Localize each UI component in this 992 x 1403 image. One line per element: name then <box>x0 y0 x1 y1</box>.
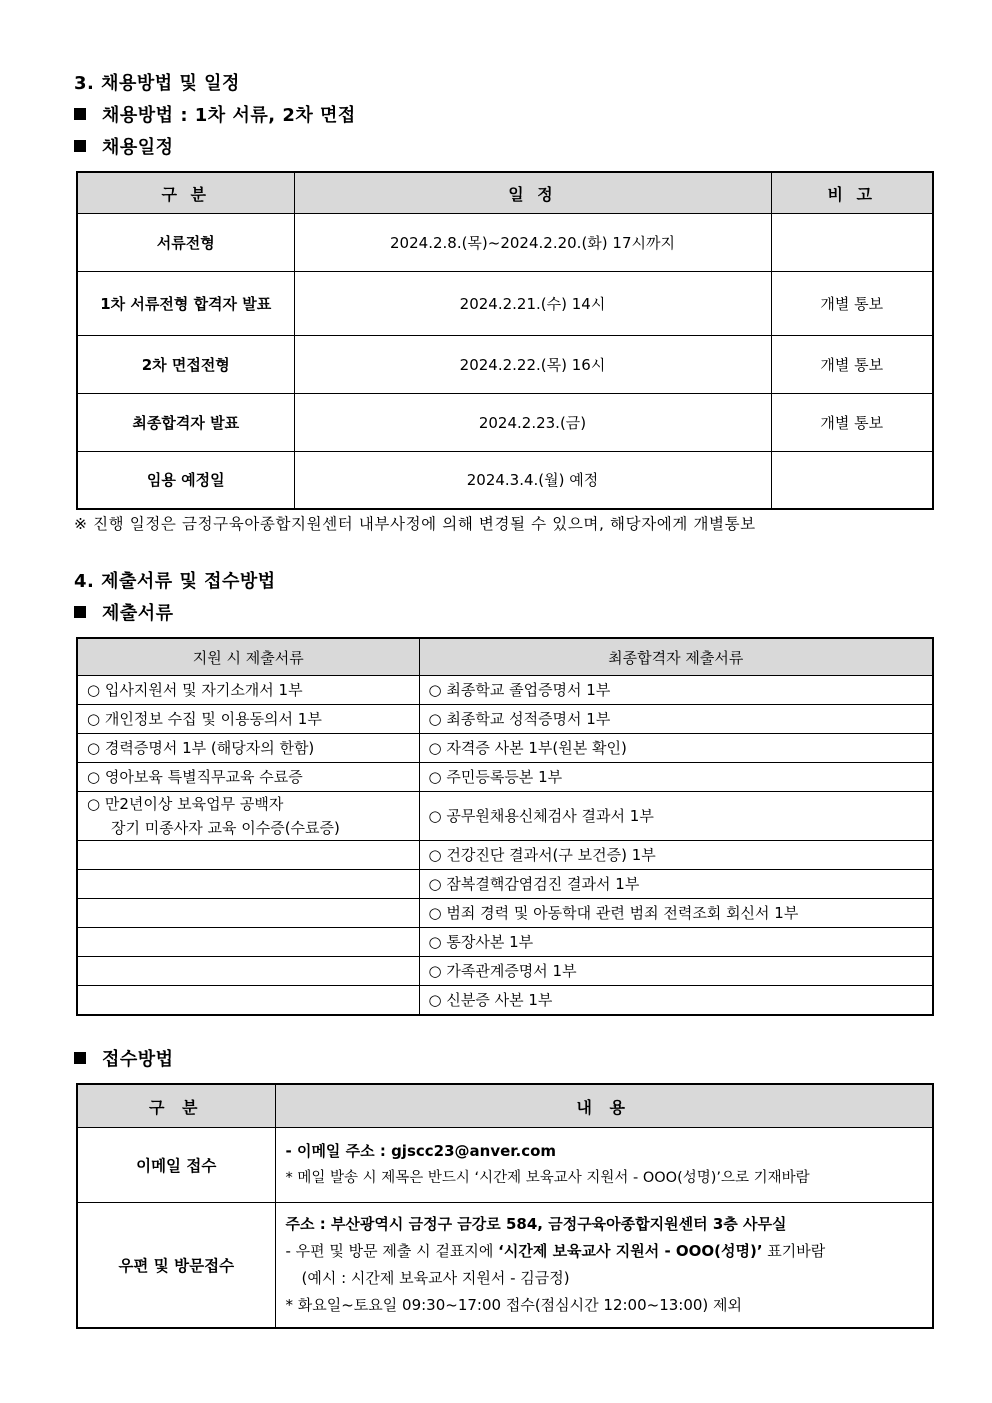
post-address: 주소 : 부산광역시 금정구 금강로 584, 금정구육아종합지원센터 3층 사무실 <box>285 1214 787 1233</box>
schedule-note <box>771 452 933 509</box>
docs-header-row <box>77 638 933 676</box>
section3-title: 3. 채용방법 및 일정 <box>74 73 240 94</box>
table-row <box>77 1203 933 1328</box>
final-doc: ○ 최종학교 성적증명서 1부 <box>419 705 933 734</box>
schedule-table <box>76 171 934 510</box>
table-row <box>77 452 933 509</box>
documents-table <box>76 637 934 1016</box>
post-content <box>275 1203 933 1328</box>
schedule-header-date: 일 정 <box>294 172 771 214</box>
reception-header-category: 구 분 <box>77 1084 275 1128</box>
final-doc: ○ 최종학교 졸업증명서 1부 <box>419 676 933 705</box>
final-doc: ○ 가족관계증명서 1부 <box>419 957 933 986</box>
apply-doc <box>77 870 419 899</box>
table-row <box>77 734 933 763</box>
table-row <box>77 272 933 336</box>
apply-doc <box>77 928 419 957</box>
apply-doc-line1: ○ 만2년이상 보육업무 공백자 <box>87 795 284 813</box>
table-row <box>77 336 933 394</box>
square-bullet-icon <box>74 1052 86 1064</box>
post-hours: * 화요일~토요일 09:30~17:00 접수(점심시간 12:00~13:00) 제외 <box>285 1295 743 1314</box>
reception-header-content: 내 용 <box>275 1084 933 1128</box>
schedule-date: 2024.3.4.(월) 예정 <box>294 452 771 509</box>
apply-doc <box>77 841 419 870</box>
post-label: 우편 및 방문접수 <box>77 1203 275 1328</box>
table-row <box>77 1128 933 1203</box>
reception-heading-text: 접수방법 <box>102 1049 174 1070</box>
apply-doc: ○ 영아보육 특별직무교육 수료증 <box>77 763 419 792</box>
schedule-footnote: ※ 진행 일정은 금정구육아종합지원센터 내부사정에 의해 변경될 수 있으며, 해당자에게 개별통보 <box>74 515 756 533</box>
schedule-date: 2024.2.8.(목)~2024.2.20.(화) 17시까지 <box>294 214 771 272</box>
final-doc: ○ 범죄 경력 및 아동학대 관련 범죄 전력조회 회신서 1부 <box>419 899 933 928</box>
table-row <box>77 928 933 957</box>
email-label: 이메일 접수 <box>77 1128 275 1203</box>
post-cover-instruction <box>286 1238 923 1265</box>
table-row <box>77 214 933 272</box>
final-doc: ○ 건강진단 결과서(구 보건증) 1부 <box>419 841 933 870</box>
apply-doc: ○ 경력증명서 1부 (해당자의 한함) <box>77 734 419 763</box>
apply-doc <box>77 986 419 1016</box>
section4-title: 4. 제출서류 및 접수방법 <box>74 571 276 592</box>
table-row <box>77 394 933 452</box>
docs-header-apply: 지원 시 제출서류 <box>77 638 419 676</box>
apply-doc-line2: 장기 미종사자 교육 이수증(수료증) <box>111 819 340 837</box>
apply-doc: ○ 개인정보 수집 및 이용동의서 1부 <box>77 705 419 734</box>
final-doc: ○ 공무원채용신체검사 결과서 1부 <box>419 792 933 841</box>
reception-header-row <box>77 1084 933 1128</box>
recruit-method-line <box>74 101 356 127</box>
final-doc: ○ 신분증 사본 1부 <box>419 986 933 1016</box>
docs-heading <box>74 599 174 625</box>
square-bullet-icon <box>74 140 86 152</box>
schedule-date: 2024.2.21.(수) 14시 <box>294 272 771 336</box>
docs-header-final: 최종합격자 제출서류 <box>419 638 933 676</box>
schedule-date: 2024.2.23.(금) <box>294 394 771 452</box>
docs-heading-text: 제출서류 <box>102 603 174 624</box>
table-row <box>77 705 933 734</box>
apply-doc <box>77 957 419 986</box>
schedule-label: 1차 서류전형 합격자 발표 <box>77 272 294 336</box>
schedule-header-note: 비 고 <box>771 172 933 214</box>
table-row <box>77 986 933 1016</box>
reception-table <box>76 1083 934 1329</box>
table-row <box>77 841 933 870</box>
apply-doc: ○ 입사지원서 및 자기소개서 1부 <box>77 676 419 705</box>
table-row <box>77 763 933 792</box>
reception-heading <box>74 1045 174 1071</box>
schedule-heading <box>74 133 174 159</box>
final-doc: ○ 자격증 사본 1부(원본 확인) <box>419 734 933 763</box>
post-instruction-post: 표기바람 <box>762 1241 826 1260</box>
post-instruction-bold: ‘시간제 보육교사 지원서 - OOO(성명)’ <box>498 1241 763 1260</box>
apply-doc <box>77 899 419 928</box>
schedule-date: 2024.2.22.(목) 16시 <box>294 336 771 394</box>
schedule-heading-text: 채용일정 <box>102 137 174 158</box>
email-subject-note: * 메일 발송 시 제목은 반드시 ‘시간제 보육교사 지원서 - OOO(성명)’으로 기재바람 <box>285 1170 810 1186</box>
table-row <box>77 792 933 841</box>
schedule-note: 개별 통보 <box>771 336 933 394</box>
schedule-header-category: 구 분 <box>77 172 294 214</box>
schedule-label: 2차 면접전형 <box>77 336 294 394</box>
final-doc: ○ 통장사본 1부 <box>419 928 933 957</box>
table-row <box>77 676 933 705</box>
email-address-line: - 이메일 주소 : gjscc23@anver.com <box>285 1142 557 1160</box>
schedule-label: 임용 예정일 <box>77 452 294 509</box>
table-row <box>77 870 933 899</box>
table-row <box>77 957 933 986</box>
schedule-header-row <box>77 172 933 214</box>
final-doc: ○ 주민등록등본 1부 <box>419 763 933 792</box>
schedule-note: 개별 통보 <box>771 394 933 452</box>
schedule-note <box>771 214 933 272</box>
square-bullet-icon <box>74 606 86 618</box>
schedule-label: 서류전형 <box>77 214 294 272</box>
square-bullet-icon <box>74 108 86 120</box>
apply-doc <box>77 792 419 841</box>
recruit-method-text: 채용방법 : 1차 서류, 2차 면접 <box>102 105 356 126</box>
final-doc: ○ 잠복결핵감염검진 결과서 1부 <box>419 870 933 899</box>
schedule-label: 최종합격자 발표 <box>77 394 294 452</box>
post-example: (예시 : 시간제 보육교사 지원서 - 김금정) <box>301 1268 570 1287</box>
table-row <box>77 899 933 928</box>
email-content <box>275 1128 933 1203</box>
post-instruction-pre: - 우편 및 방문 제출 시 겉표지에 <box>285 1241 499 1260</box>
schedule-note: 개별 통보 <box>771 272 933 336</box>
